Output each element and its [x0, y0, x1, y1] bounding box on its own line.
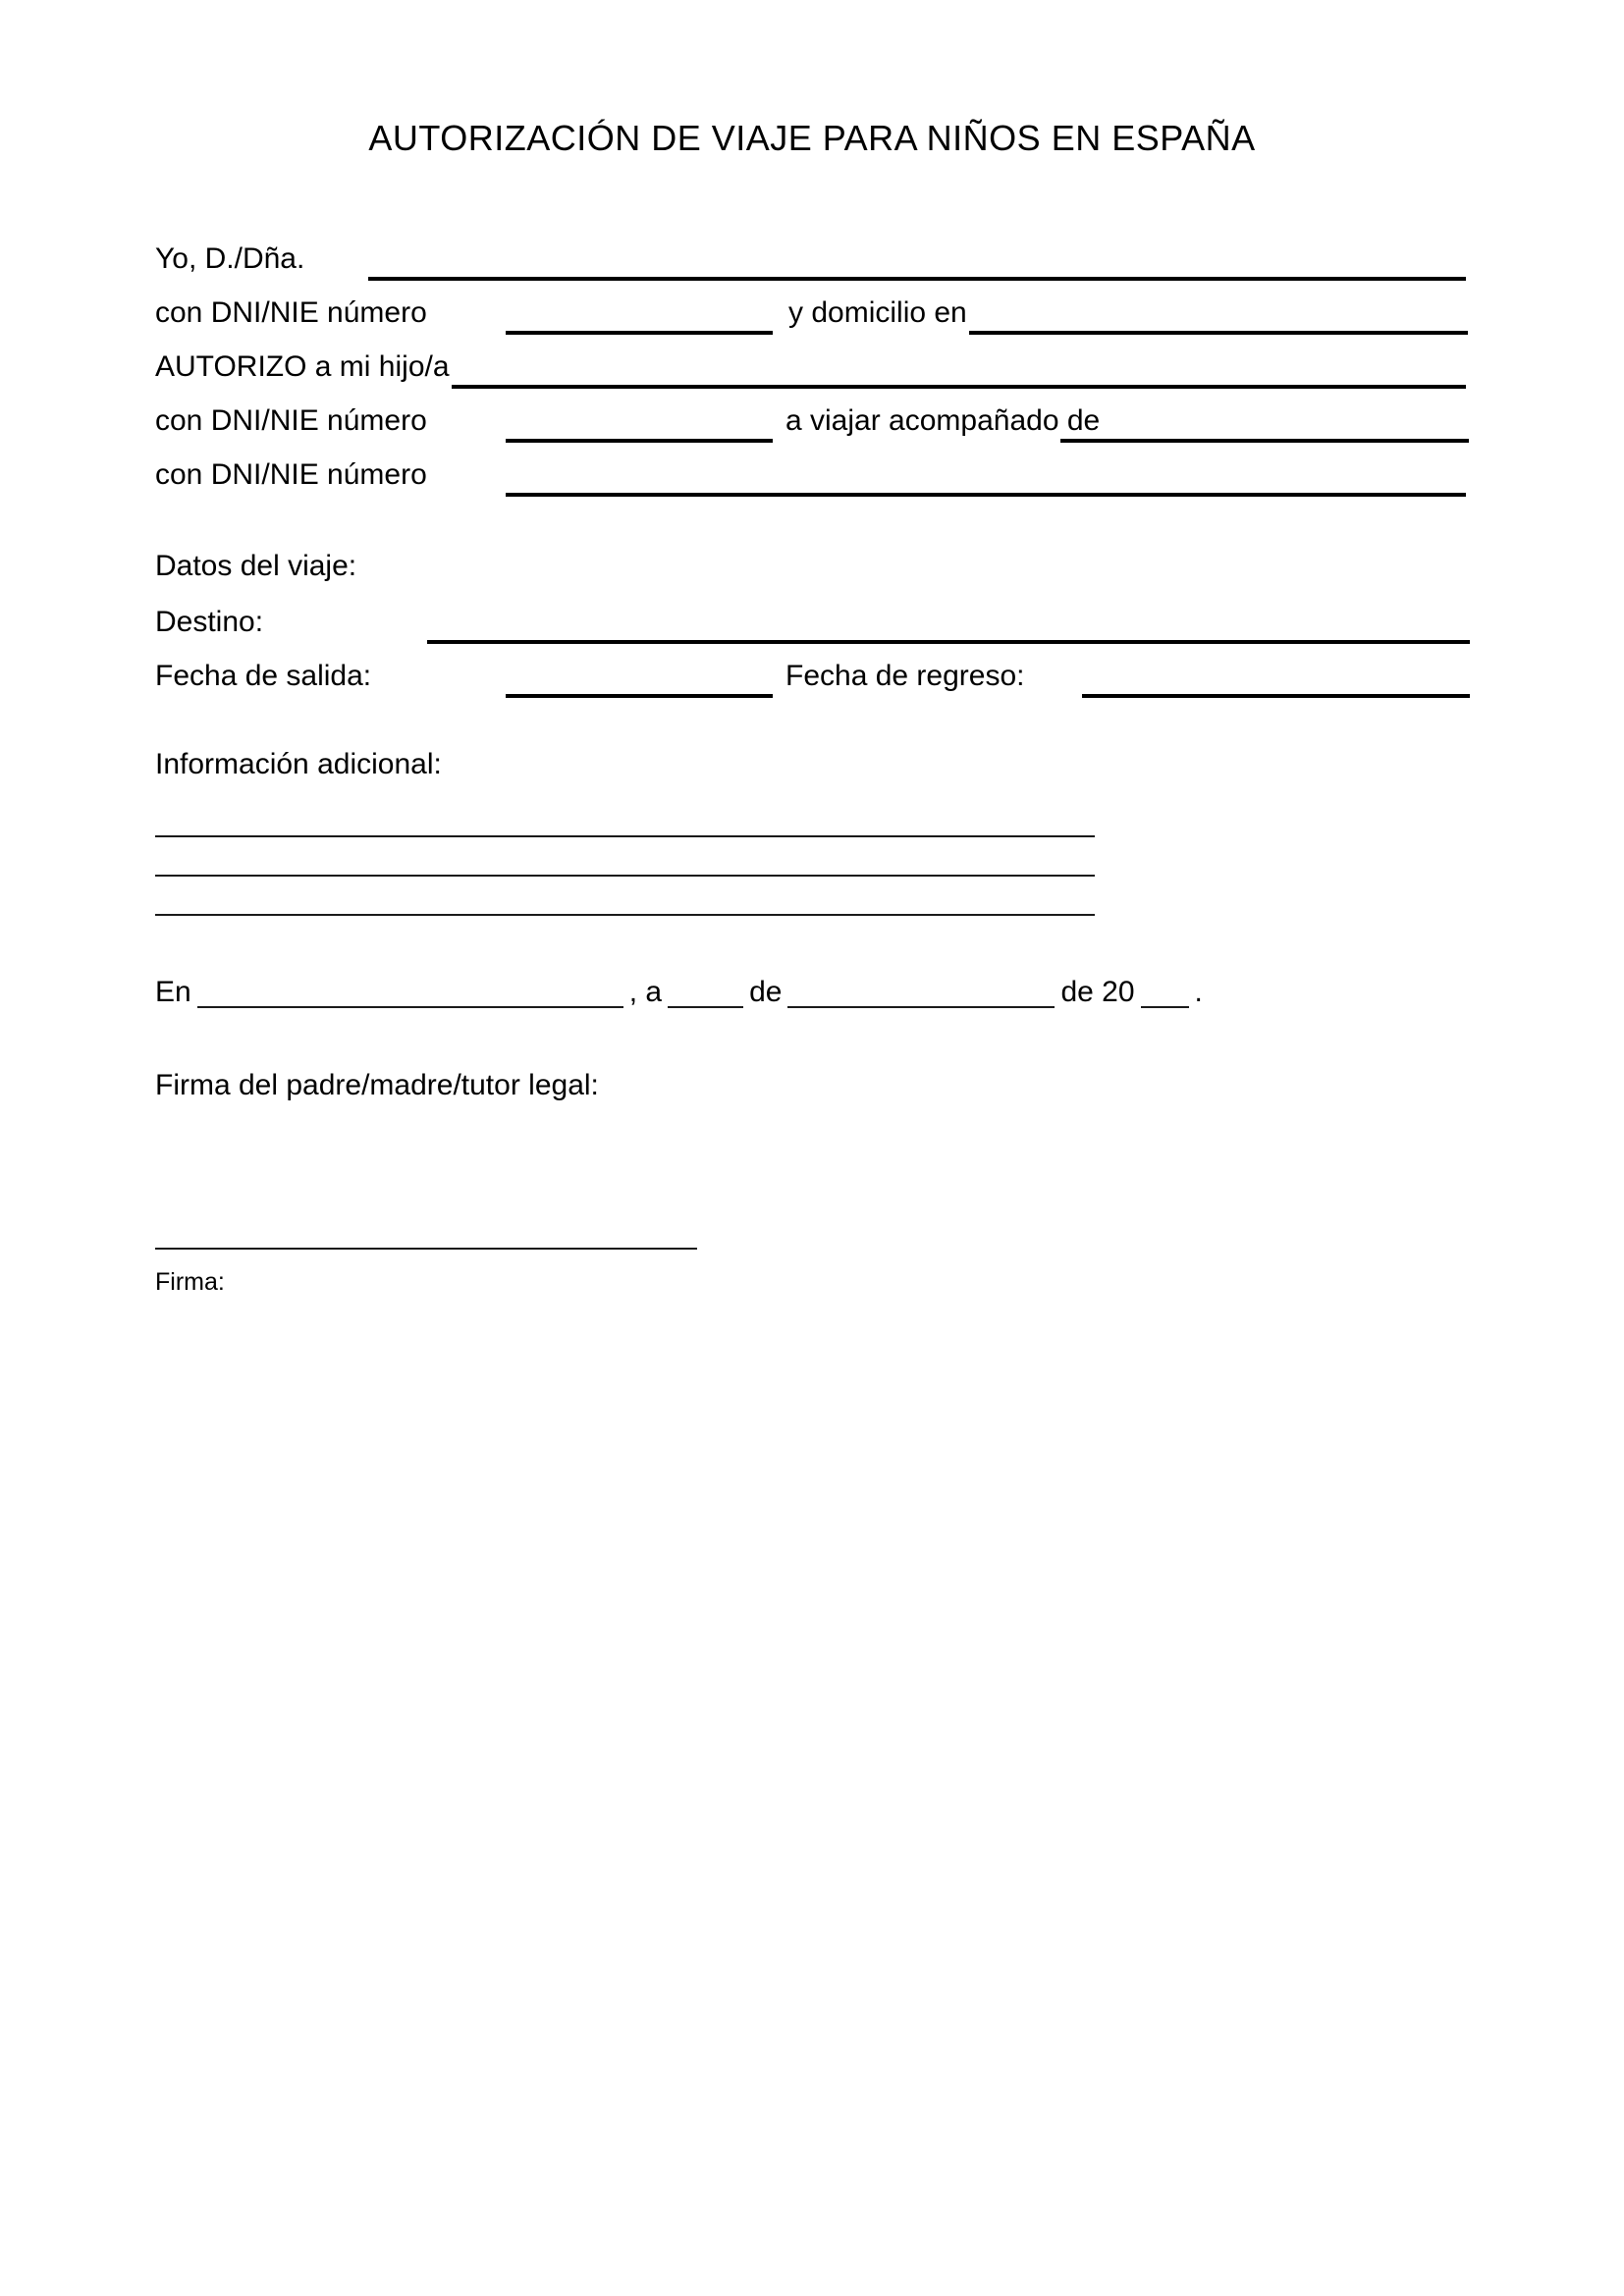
date-period-label: . [1194, 976, 1203, 1008]
firma-label: Firma: [155, 1268, 225, 1296]
departure-date-label: Fecha de salida: [155, 660, 372, 692]
return-date-field[interactable] [1082, 694, 1470, 698]
additional-info-line-1[interactable] [155, 835, 1095, 837]
destination-field[interactable] [427, 640, 1470, 644]
departure-date-field[interactable] [506, 694, 773, 698]
date-comma-a-label: , a [628, 976, 663, 1008]
return-date-label: Fecha de regreso: [785, 660, 1025, 692]
child-name-field[interactable] [452, 385, 1466, 389]
companion-dni-field[interactable] [506, 493, 1466, 497]
companion-name-field[interactable] [1060, 439, 1469, 443]
companion-dni-label: con DNI/NIE número [155, 458, 427, 491]
document-title: AUTORIZACIÓN DE VIAJE PARA NIÑOS EN ESPAÑA [368, 118, 1256, 158]
address-field[interactable] [969, 331, 1468, 335]
child-dni-label: con DNI/NIE número [155, 404, 427, 437]
additional-info-line-3[interactable] [155, 914, 1095, 916]
day-field[interactable] [668, 1005, 743, 1008]
year-field[interactable] [1141, 1005, 1189, 1008]
signature-section-label: Firma del padre/madre/tutor legal: [155, 1069, 599, 1101]
date-de-year-label: de 20 [1060, 976, 1135, 1008]
address-label: y domicilio en [788, 296, 967, 329]
declarant-dni-field[interactable] [506, 331, 773, 335]
destination-label: Destino: [155, 606, 264, 638]
city-field[interactable] [197, 1005, 623, 1008]
companion-label: a viajar acompañado de [785, 404, 1101, 437]
month-field[interactable] [787, 1005, 1055, 1008]
additional-info-line-2[interactable] [155, 875, 1095, 877]
date-de-month-label: de [749, 976, 783, 1008]
signature-field[interactable] [155, 1248, 697, 1250]
declarant-label: Yo, D./Dña. [155, 242, 305, 275]
place-and-date-row [155, 976, 1203, 1010]
authorize-label: AUTORIZO a mi hijo/a [155, 350, 450, 383]
declarant-name-field[interactable] [368, 277, 1466, 281]
date-en-label: En [155, 976, 191, 1008]
child-dni-field[interactable] [506, 439, 773, 443]
declarant-dni-label: con DNI/NIE número [155, 296, 427, 329]
additional-info-label: Información adicional: [155, 748, 442, 780]
trip-section-label: Datos del viaje: [155, 550, 357, 582]
